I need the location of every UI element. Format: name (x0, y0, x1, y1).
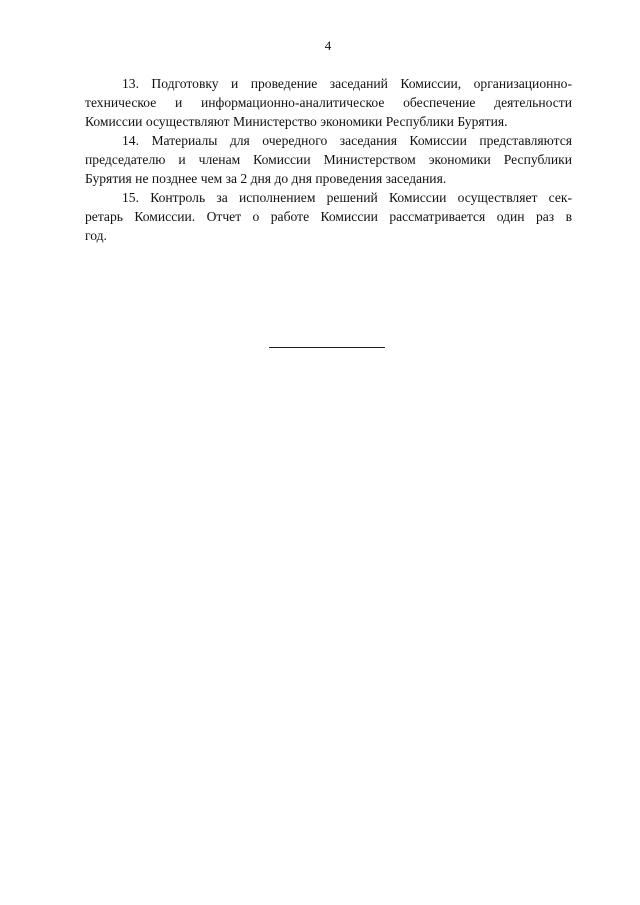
paragraph-line: 15. Контроль за исполнением решений Комиссии осуществляет сек- (122, 190, 572, 205)
paragraph-line: Бурятия не позднее чем за 2 дня до дня проведения заседания. (85, 171, 447, 186)
paragraph-15 (85, 188, 572, 245)
paragraph-line: ретарь Комиссии. Отчет о работе Комиссии рассматривается один раз в (85, 209, 572, 224)
paragraph-13 (85, 74, 572, 131)
paragraph-line: 13. Подготовку и проведение заседаний Комиссии, организационно- (122, 76, 572, 91)
document-body (85, 74, 572, 245)
paragraph-line: техническое и информационно-аналитическое обеспечение деятельности (85, 95, 572, 110)
end-of-document-rule (269, 347, 385, 348)
paragraph-line: Комиссии осуществляют Министерство экономики Республики Бурятия. (85, 114, 508, 129)
page-number: 4 (324, 38, 332, 53)
paragraph-line: 14. Материалы для очередного заседания Комиссии представляются (122, 133, 572, 148)
paragraph-14 (85, 131, 572, 188)
paragraph-line: год. (85, 228, 107, 243)
paragraph-line: председателю и членам Комиссии Министерством экономики Республики (85, 152, 572, 167)
